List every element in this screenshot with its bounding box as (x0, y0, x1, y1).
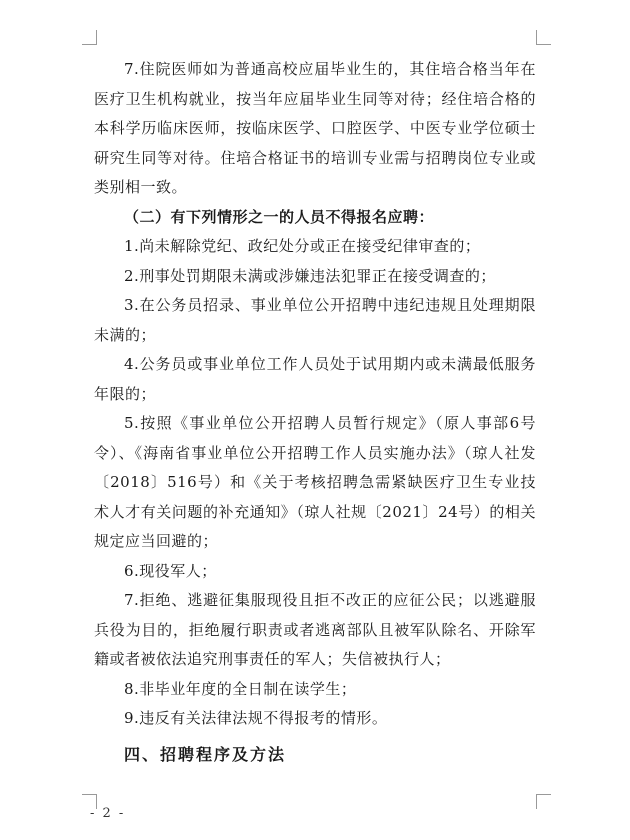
paragraph-residency-graduates: 7.住院医师如为普通高校应届毕业生的，其住培合格当年在医疗卫生机构就业，按当年应届毕业生同等对待；经住培合格的本科学历临床医师，按临床医学、口腔医学、中医专业学位硕士研究生同等对待。住培合格证书的培训专业需与招聘岗位专业或类别相一致。 (94, 60, 536, 196)
list-item: 3.在公务员招录、事业单位公开招聘中违纪违规且处理期限未满的； (94, 296, 536, 344)
section-heading-recruitment-procedure: 四、招聘程序及方法 (124, 744, 287, 764)
list-item: 6.现役军人； (124, 561, 217, 580)
list-item: 7.拒绝、逃避征集服现役且拒不改正的应征公民；以逃避服兵役为目的，拒绝履行职责或者逃离部队且被军队除名、开除军籍或者被依法追究刑事责任的军人；失信被执行人； (94, 591, 536, 668)
subheading-disqualifications: （二）有下列情形之一的人员不得报名应聘： (124, 207, 435, 226)
list-item: 2.刑事处罚期限未满或涉嫌违法犯罪正在接受调查的； (124, 266, 496, 285)
crop-mark-top-right (536, 30, 551, 45)
list-item: 9.违反有关法律法规不得报考的情形。 (124, 709, 388, 727)
list-item: 5.按照《事业单位公开招聘人员暂行规定》（原人事部6号令）、《海南省事业单位公开招聘工作人员实施办法》（琼人社发〔2018〕516号）和《关于考核招聘急需紧缺医疗卫生专业技术人才有关问题的补充通知》（琼人社规〔2021〕24号）的相关规定应当回避的； (94, 414, 536, 550)
list-item: 4.公务员或事业单位工作人员处于试用期内或未满最低服务年限的； (94, 355, 536, 403)
page-number: - 2 - (90, 806, 126, 821)
document-body (94, 55, 536, 769)
list-item: 8.非毕业年度的全日制在读学生； (124, 679, 357, 698)
crop-mark-top-left (82, 30, 97, 45)
crop-mark-bottom-right (536, 794, 551, 809)
list-item: 1.尚未解除党纪、政纪处分或正在接受纪律审查的； (124, 237, 481, 255)
